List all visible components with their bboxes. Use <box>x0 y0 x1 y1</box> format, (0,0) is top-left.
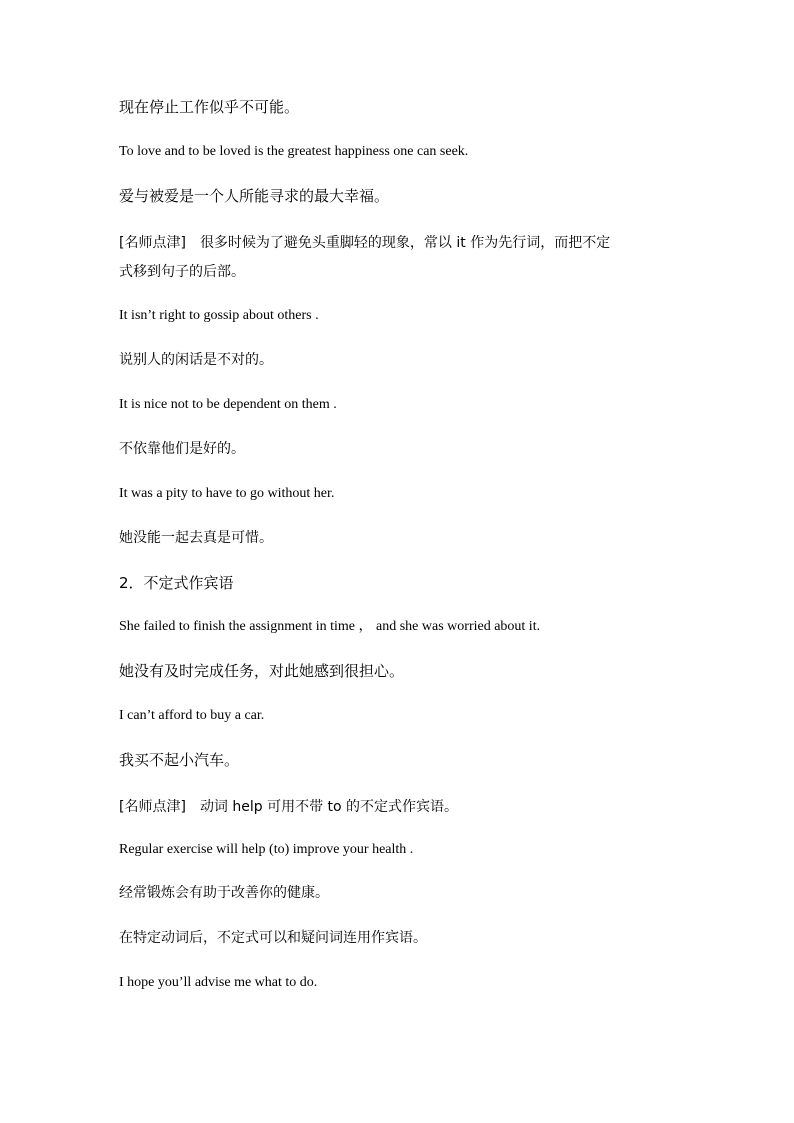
text-line: To love and to be loved is the greatest happiness one can seek. <box>119 144 469 159</box>
section-heading: 2．不定式作宾语 <box>119 574 234 592</box>
text-line: 经常锻炼会有助于改善你的健康。 <box>119 885 329 901</box>
text-line: 我买不起小汽车。 <box>119 751 240 769</box>
note-text: 很多时候为了避免头重脚轻的现象，常以 it 作为先行词，而把不定 <box>199 235 611 251</box>
text-line: 现在停止工作似乎不可能。 <box>119 98 300 116</box>
note-tag: [名师点津] <box>119 799 186 815</box>
note-line <box>119 796 689 816</box>
text-line: 在特定动词后，不定式可以和疑问词连用作宾语。 <box>119 930 427 946</box>
text-line: 说别人的闲话是不对的。 <box>119 352 273 368</box>
text-line: 不依靠他们是好的。 <box>119 441 245 457</box>
text-line: 她没有及时完成任务，对此她感到很担心。 <box>119 662 405 680</box>
text-line: 式移到句子的后部。 <box>119 264 245 280</box>
text-line: I hope you’ll advise me what to do. <box>119 975 318 990</box>
text-line: She failed to finish the assignment in time ， and she was worried about it. <box>119 619 541 634</box>
text-line: Regular exercise will help (to) improve your health . <box>119 842 414 857</box>
text-line: It was a pity to have to go without her. <box>119 486 335 501</box>
note-tag: [名师点津] <box>119 235 186 251</box>
note-line <box>119 232 689 252</box>
text-line: 她没能一起去真是可惜。 <box>119 530 273 546</box>
note-text: 动词 help 可用不带 to 的不定式作宾语。 <box>199 799 459 815</box>
text-line: It isn’t right to gossip about others . <box>119 308 319 323</box>
text-line: 爱与被爱是一个人所能寻求的最大幸福。 <box>119 187 390 205</box>
text-line: It is nice not to be dependent on them . <box>119 397 337 412</box>
text-line: I can’t afford to buy a car. <box>119 708 265 723</box>
